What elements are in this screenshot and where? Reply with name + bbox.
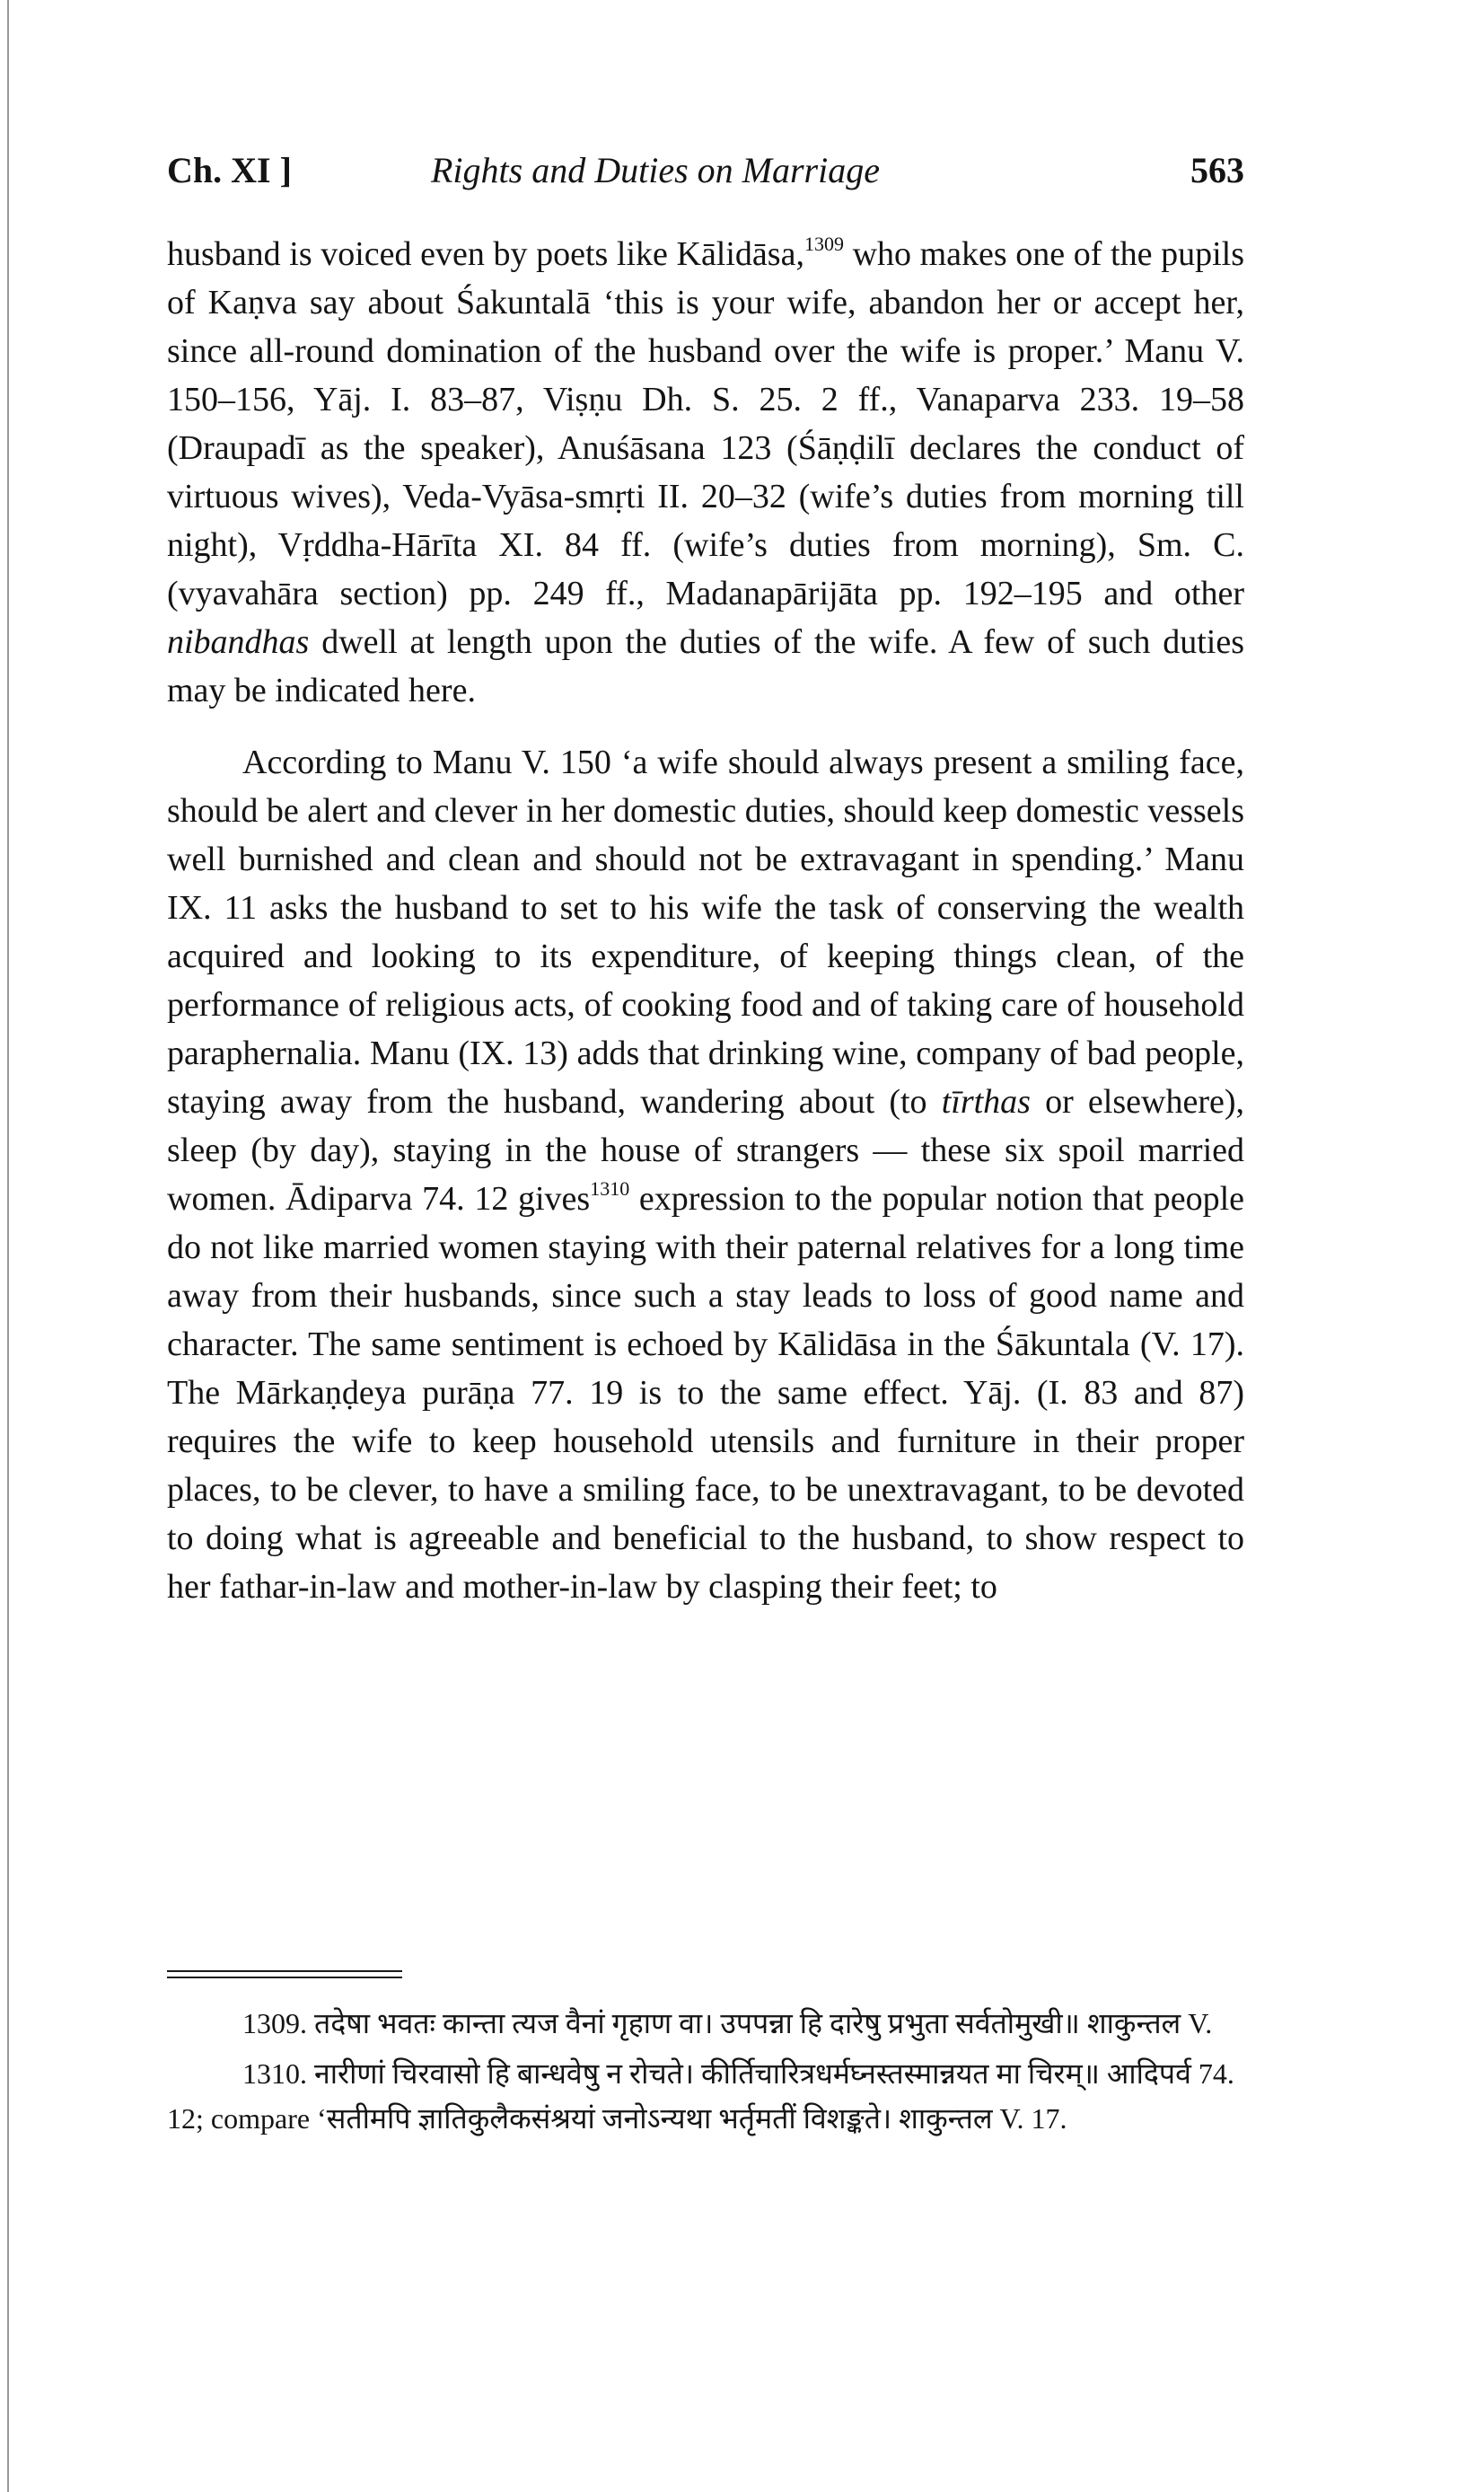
footnote-text: तदेषा भवतः कान्ता त्यज वैनां गृहाण वा। उपपन्ना हि दारेषु प्रभुता सर्वतोमुखी॥ शाकुन्तल V. (314, 2007, 1213, 2039)
paragraph-2-text: According to Manu V. 150 ‘a wife should always present a smiling face, should be alert and clever in her domestic duties, should keep domestic vessels well burnished and clean and should not be extravagant in spending.’ Manu IX. 11 asks the husband to set to his wife the task of conserving the wealth acquired and looking to its expenditure, of keeping things clean, of the performance of religious acts, of cooking food and of taking care of household paraphernalia. Manu (IX. 13) adds that drinking wine, company of bad people, staying away from the husband, wandering about (to (167, 744, 1244, 1121)
page-number: 563 (1190, 150, 1244, 190)
footnote-ref-1310: 1310 (590, 1177, 630, 1200)
footnotes (167, 2001, 1244, 2146)
running-title: Rights and Duties on Marriage (431, 150, 880, 190)
running-head (167, 149, 1244, 203)
paragraph-1-text: husband is voiced even by poets like Kālidāsa, (167, 235, 804, 273)
footnote-number: 1310. (242, 2057, 307, 2090)
footnote-rule-bottom (167, 1977, 402, 1978)
body-text (167, 230, 1244, 1611)
paragraph-1-text: who makes one of the pupils of Kaṇva say about Śakuntalā ‘this is your wife, abandon her or accept her, since all-round domination of the husband over the wife is proper.’ Manu V. 150–156, Yāj. I. 83–87, Viṣṇu Dh. S. 25. 2 ff., Vanaparva 233. 19–58 (Draupadī as the speaker), Anuśāsana 123 (Śāṇḍilī declares the conduct of virtuous wives), Veda-Vyāsa-smṛti II. 20–32 (wife’s duties from morning till night), Vṛddha-Hārīta XI. 84 ff. (wife’s duties from morning), Sm. C. (vyavahāra section) pp. 249 ff., Madanapārijāta pp. 192–195 and other (167, 235, 1244, 612)
chapter-label: Ch. XI ] (167, 150, 292, 190)
paragraph-2-text: expression to the popular notion that people do not like married women staying with their paternal relatives for a long time away from their husbands, since such a stay leads to loss of good name and character. The same sentiment is echoed by Kālidāsa in the Śākuntala (V. 17). The Mārkaṇḍeya purāṇa 77. 19 is to the same effect. Yāj. (I. 83 and 87) requires the wife to keep household utensils and furniture in their proper places, to be clever, to have a smiling face, to be unextravagant, to be devoted to doing what is agreeable and beneficial to the husband, to show respect to her fathar-in-law and mother-in-law by clasping their feet; to (167, 1180, 1244, 1606)
italic-term-nibandhas: nibandhas (167, 623, 310, 661)
page-edge-rule (7, 0, 9, 2492)
footnote-number: 1309. (242, 2007, 307, 2039)
footnote-ref-1309: 1309 (803, 233, 844, 255)
footnote-1310 (167, 2051, 1244, 2141)
footnote-text: नारीणां चिरवासो हि बान्धवेषु न रोचते। कीर्तिचारित्रधर्मघ्नस्तस्मान्नयत मा चिरम्॥ आदिपर्व 74. 12; compare ‘सतीमपि ज्ञातिकुलैकसंश्रयां जनोऽन्यथा भर्तृमतीं विशङ्कते। शाकुन्तल V. 17. (167, 2057, 1234, 2135)
paragraph-spacer (167, 715, 1244, 738)
paragraph-2 (167, 738, 1244, 1611)
footnote-1309 (167, 2001, 1244, 2046)
paragraph-1-text: dwell at length upon the duties of the wife. A few of such duties may be indicated here. (167, 623, 1244, 709)
paragraph-1 (167, 230, 1244, 715)
italic-term-tirthas: tīrthas (941, 1083, 1031, 1121)
paragraph-2-text: or elsewhere), sleep (by day), staying in the house of strangers — these six spoil married women. Ādiparva 74. 12 gives (167, 1083, 1244, 1218)
footnote-rule-top (167, 1970, 402, 1972)
